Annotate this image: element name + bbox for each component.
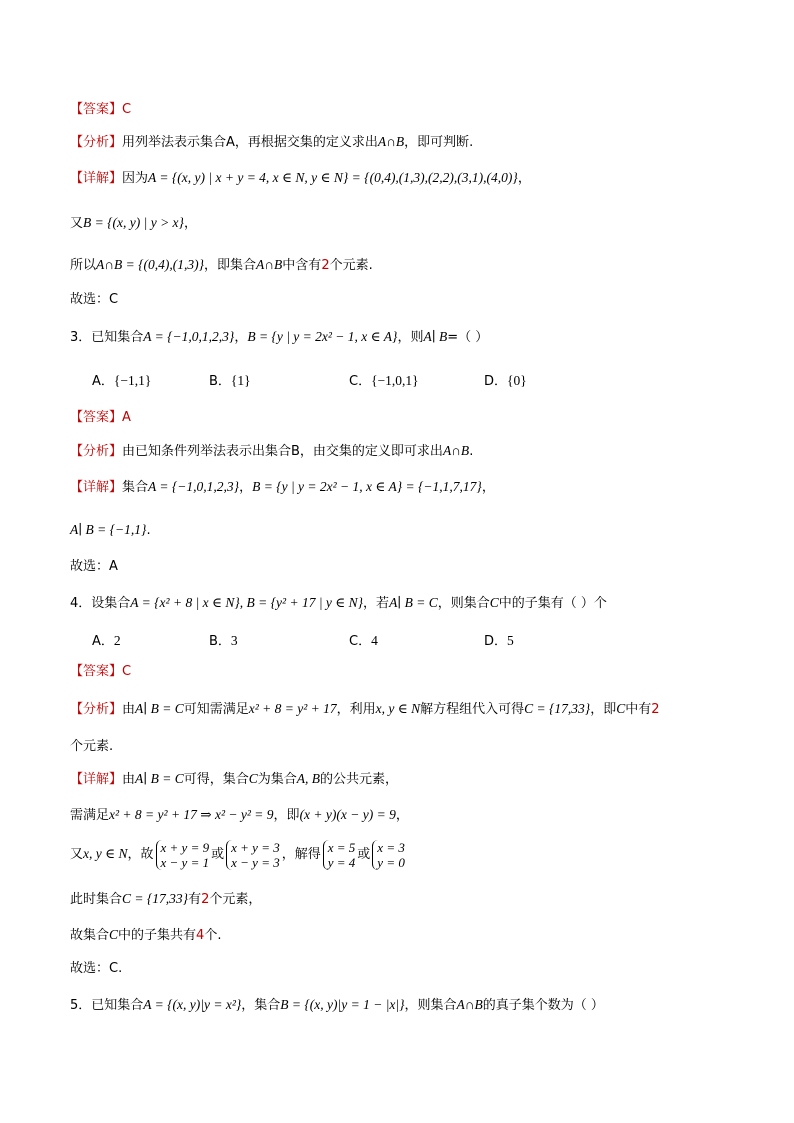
q4-option-b: B．3 — [209, 633, 238, 649]
answer-label: 【答案】 — [70, 102, 123, 117]
q2-analysis-line: 【分析】用列举法表示集合A，再根据交集的定义求出A∩B，即可判断. — [70, 134, 474, 150]
q2-detail-line-2: 又B = {(x, y) | y > x}， — [70, 215, 197, 231]
analysis-label: 【分析】 — [70, 135, 123, 150]
q4-detail-line-2: 需满足x² + 8 = y² + 17 ⇒ x² − y² = 9，即(x + y)(x − y) = 9， — [70, 807, 409, 823]
answer-value: C — [122, 102, 132, 117]
q2-detail-line-1: 【详解】因为A = {(x, y) | x + y = 4, x ∈ N, y ∈ N} = {(0,4),(1,3),(2,2),(3,1),(4,0)}， — [70, 170, 531, 186]
q3-detail-line-2: A∣ B = {−1,1}. — [70, 522, 151, 538]
q2-choose-line: 故选：C — [70, 292, 119, 307]
equation-system-4: x = 3 y = 0 — [372, 840, 405, 870]
q5-stem: 5．已知集合A = {(x, y)|y = x²}，集合B = {(x, y)|y = 1 − |x|}，则集合A∩B的真子集个数为（ ） — [70, 997, 604, 1013]
equation-system-3: x = 5 y = 4 — [323, 840, 356, 870]
q3-option-d: D．{0} — [484, 373, 527, 389]
detail-label: 【详解】 — [70, 171, 123, 186]
q3-analysis-line: 【分析】由已知条件列举法表示出集合B，由交集的定义即可求出A∩B. — [70, 443, 474, 459]
q3-detail-line-1: 【详解】集合A = {−1,0,1,2,3}，B = {y | y = 2x² − 1, x ∈ A} = {−1,1,7,17}， — [70, 479, 495, 495]
q4-detail-line-1: 【详解】由A∣ B = C可得，集合C为集合A, B的公共元素， — [70, 771, 399, 787]
q2-detail-line-3: 所以A∩B = {(0,4),(1,3)}，即集合A∩B中含有2个元素. — [70, 257, 373, 273]
equation-system-1: x + y = 9 x − y = 1 — [156, 840, 210, 870]
q3-option-c: C．{−1,0,1} — [349, 373, 419, 389]
q3-option-a: A．{−1,1} — [92, 373, 152, 389]
q4-analysis-line: 【分析】由A∣ B = C可知需满足x² + 8 = y² + 17，利用x, y ∈ N解方程组代入可得C = {17,33}，即C中有2 — [70, 701, 660, 717]
q4-option-a: A．2 — [92, 633, 121, 649]
q4-detail-line-3: 又x, y ∈ N，故 x + y = 9 x − y = 1 或 x + y = 3 x − y = 3 ，解得 x = 5 y = 4 或 x = 3 y = 0 — [70, 839, 405, 870]
q3-stem: 3．已知集合A = {−1,0,1,2,3}，B = {y | y = 2x² − 1, x ∈ A}，则A∣ B=（ ） — [70, 329, 489, 345]
q2-answer-line — [70, 101, 131, 119]
q4-analysis-line-2: 个元素. — [70, 739, 114, 754]
q4-detail-line-4: 此时集合C = {17,33}有2个元素， — [70, 891, 262, 907]
q4-option-c: C．4 — [349, 633, 378, 649]
q3-answer-line: 【答案】A — [70, 410, 131, 425]
q3-option-b: B．{1} — [209, 373, 251, 389]
q4-choose-line: 故选：C. — [70, 961, 123, 976]
q3-choose-line: 故选：A — [70, 559, 118, 574]
q4-detail-line-5: 故集合C中的子集共有4个. — [70, 927, 222, 943]
q4-option-d: D．5 — [484, 633, 514, 649]
equation-system-2: x + y = 3 x − y = 3 — [226, 840, 280, 870]
q4-answer-line: 【答案】C — [70, 664, 132, 679]
q4-stem: 4．设集合A = {x² + 8 | x ∈ N}, B = {y² + 17 | y ∈ N}，若A∣ B = C，则集合C中的子集有（ ）个 — [70, 595, 607, 611]
